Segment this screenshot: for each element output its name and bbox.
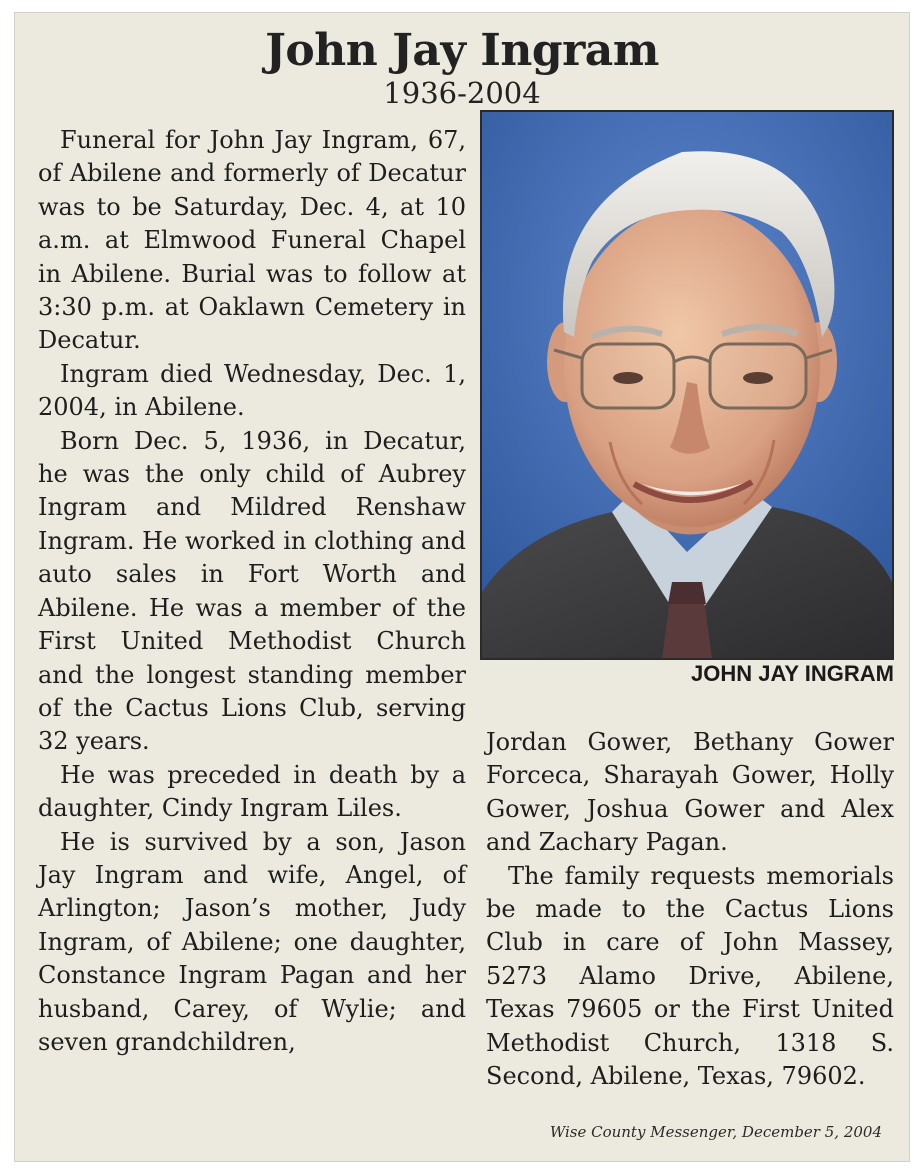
paragraph-preceded: He was preceded in death by a daughter, Cindy Ingram Liles. [38, 760, 466, 823]
paragraph-survived: He is survived by a son, Jason Jay Ingram and wife, Angel, of Arlington; Jason’s mother, Judy Ingram, of Abilene; one daughter, Constance Ingram Pagan and her husband, Carey, of Wylie; and seven grandchildren, [38, 827, 466, 1056]
paragraph-grandchildren: Jordan Gower, Bethany Gower Forceca, Sharayah Gower, Holly Gower, Joshua Gower and Alex and Zachary Pagan. [486, 728, 894, 857]
portrait-photo [480, 110, 894, 660]
left-text-column [38, 124, 466, 1059]
photo-caption: JOHN JAY INGRAM [691, 661, 894, 686]
source-credit: Wise County Messenger, December 5, 2004 [549, 1123, 882, 1141]
life-years: 1936-2004 [383, 76, 541, 110]
newspaper-clipping [14, 12, 910, 1162]
right-text-column [486, 726, 894, 1093]
paragraph-memorials: The family requests memorials be made to the Cactus Lions Club in care of John Massey, 5273 Alamo Drive, Abilene, Texas 79605 or the First United Methodist Church, 1318 S. Second, Abilene, Texas, 79602. [486, 861, 894, 1091]
paragraph-funeral: Funeral for John Jay Ingram, 67, of Abilene and formerly of Decatur was to be Saturday, Dec. 4, at 10 a.m. at Elmwood Funeral Chapel in Abilene. Burial was to follow at 3:30 p.m. at Oaklawn Cemetery in Decatur. [38, 126, 466, 355]
paragraph-biography: Born Dec. 5, 1936, in Decatur, he was the only child of Aubrey Ingram and Mildred Renshaw Ingram. He worked in clothing and auto sales in Fort Worth and Abilene. He was a member of the First United Methodist Church and the longest standing member of the Cactus Lions Club, serving 32 years. [38, 426, 466, 756]
obituary-headline: John Jay Ingram [265, 25, 659, 76]
portrait-illustration [482, 112, 892, 658]
paragraph-death: Ingram died Wednesday, Dec. 1, 2004, in Abilene. [38, 359, 466, 422]
